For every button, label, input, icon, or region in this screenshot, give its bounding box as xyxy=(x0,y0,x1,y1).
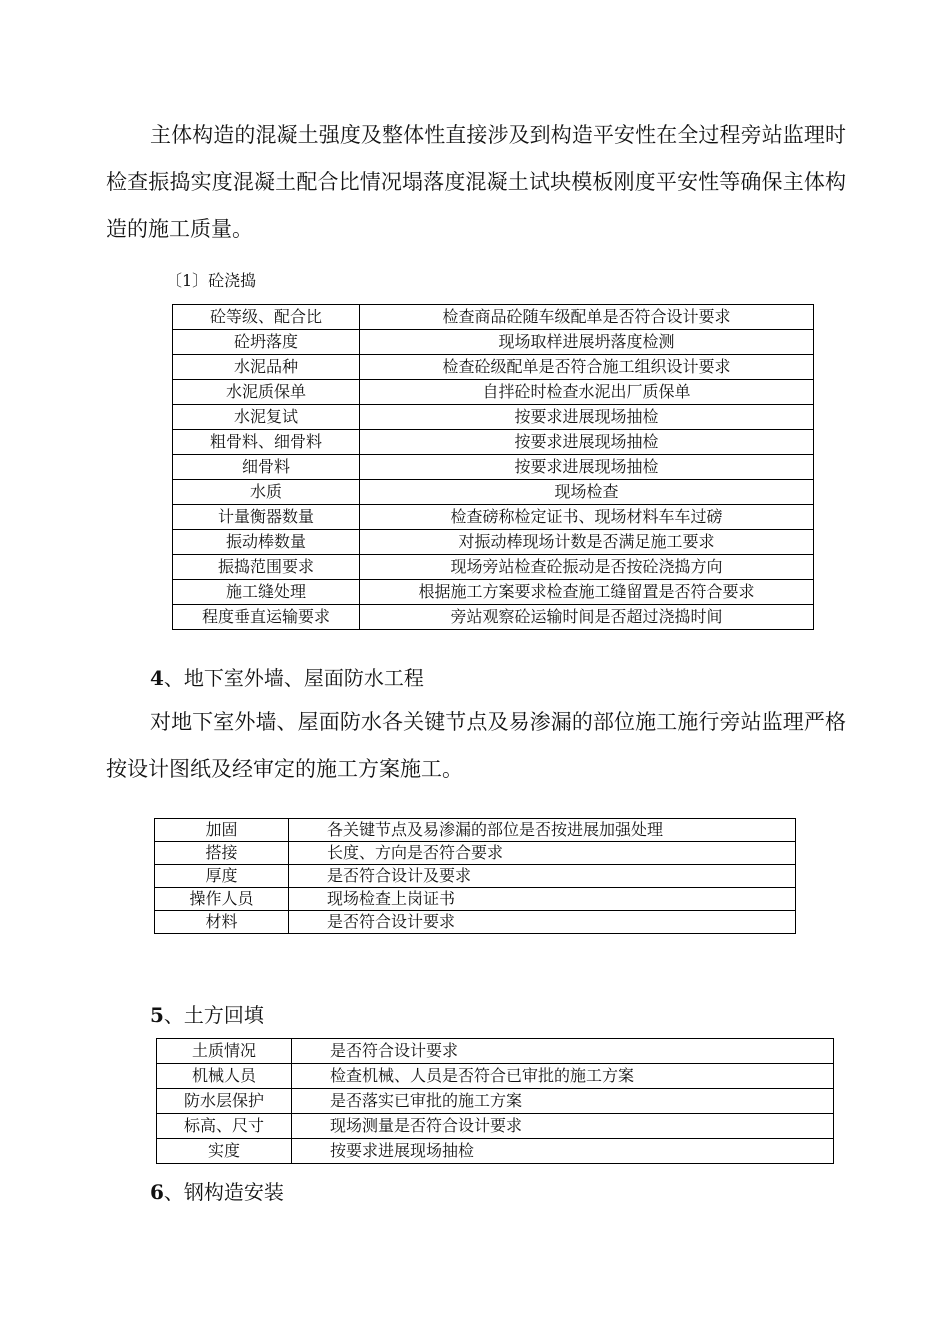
table-row xyxy=(173,505,814,530)
table-row xyxy=(173,405,814,430)
table-row xyxy=(173,430,814,455)
table-row xyxy=(157,1089,834,1114)
item-cell: 实度 xyxy=(157,1139,292,1164)
section-heading-waterproofing xyxy=(150,662,424,691)
section-number: 6 xyxy=(150,1180,164,1204)
item-cell: 厚度 xyxy=(155,865,289,888)
check-cell: 现场旁站检查砼振动是否按砼浇捣方向 xyxy=(360,555,814,580)
check-cell: 是否符合设计要求 xyxy=(292,1039,834,1064)
check-cell: 是否符合设计及要求 xyxy=(289,865,796,888)
check-cell: 各关键节点及易渗漏的部位是否按进展加强处理 xyxy=(289,819,796,842)
check-cell: 根据施工方案要求检查施工缝留置是否符合要求 xyxy=(360,580,814,605)
item-cell: 细骨料 xyxy=(173,455,360,480)
table-row xyxy=(155,911,796,934)
item-cell: 加固 xyxy=(155,819,289,842)
check-cell: 按要求进展现场抽检 xyxy=(360,455,814,480)
section-heading-backfill xyxy=(150,999,264,1028)
table-row xyxy=(155,865,796,888)
table-row xyxy=(173,605,814,630)
item-cell: 水泥复试 xyxy=(173,405,360,430)
table-row xyxy=(157,1139,834,1164)
item-cell: 标高、尺寸 xyxy=(157,1114,292,1139)
item-cell: 程度垂直运输要求 xyxy=(173,605,360,630)
check-cell: 按要求进展现场抽检 xyxy=(360,430,814,455)
check-cell: 是否落实已审批的施工方案 xyxy=(292,1089,834,1114)
item-cell: 搭接 xyxy=(155,842,289,865)
section-title: 、钢构造安装 xyxy=(163,1180,284,1204)
check-cell: 检查商品砼随车级配单是否符合设计要求 xyxy=(360,305,814,330)
item-cell: 振动棒数量 xyxy=(173,530,360,555)
check-cell: 长度、方向是否符合要求 xyxy=(289,842,796,865)
section-number: 4 xyxy=(150,666,164,690)
check-cell: 是否符合设计要求 xyxy=(289,911,796,934)
section-heading-steel-structure xyxy=(150,1176,284,1205)
table-row xyxy=(157,1039,834,1064)
item-cell: 粗骨料、细骨料 xyxy=(173,430,360,455)
item-cell: 砼坍落度 xyxy=(173,330,360,355)
table-row xyxy=(173,305,814,330)
table-row xyxy=(173,580,814,605)
table-row xyxy=(173,530,814,555)
section-title: 、土方回填 xyxy=(163,1003,264,1027)
check-cell: 旁站观察砼运输时间是否超过浇捣时间 xyxy=(360,605,814,630)
waterproof-paragraph: 对地下室外墙、屋面防水各关键节点及易渗漏的部位施工施行旁站监理严格按设计图纸及经审定的施工方案施工。 xyxy=(106,710,846,781)
check-cell: 检查磅称检定证书、现场材料车车过磅 xyxy=(360,505,814,530)
item-cell: 施工缝处理 xyxy=(173,580,360,605)
table-row xyxy=(173,330,814,355)
table-row xyxy=(173,355,814,380)
check-cell: 现场检查 xyxy=(360,480,814,505)
table-row xyxy=(173,480,814,505)
section-number: 5 xyxy=(150,1003,164,1027)
table-row xyxy=(155,819,796,842)
table-row xyxy=(155,888,796,911)
table-row xyxy=(157,1114,834,1139)
item-cell: 材料 xyxy=(155,911,289,934)
check-cell: 检查砼级配单是否符合施工组织设计要求 xyxy=(360,355,814,380)
check-cell: 按要求进展现场抽检 xyxy=(292,1139,834,1164)
check-cell: 自拌砼时检查水泥出厂质保单 xyxy=(360,380,814,405)
table-row xyxy=(157,1064,834,1089)
item-cell: 土质情况 xyxy=(157,1039,292,1064)
check-cell: 现场检查上岗证书 xyxy=(289,888,796,911)
check-cell: 现场取样进展坍落度检测 xyxy=(360,330,814,355)
table-row xyxy=(173,380,814,405)
item-cell: 防水层保护 xyxy=(157,1089,292,1114)
item-cell: 计量衡器数量 xyxy=(173,505,360,530)
item-cell: 操作人员 xyxy=(155,888,289,911)
table-row xyxy=(155,842,796,865)
check-cell: 按要求进展现场抽检 xyxy=(360,405,814,430)
item-cell: 砼等级、配合比 xyxy=(173,305,360,330)
intro-paragraph: 主体构造的混凝土强度及整体性直接涉及到构造平安性在全过程旁站监理时检查振捣实度混凝土配合比情况塌落度混凝土试块模板刚度平安性等确保主体构造的施工质量。 xyxy=(106,123,846,241)
check-cell: 检查机械、人员是否符合已审批的施工方案 xyxy=(292,1064,834,1089)
item-cell: 水泥品种 xyxy=(173,355,360,380)
item-cell: 水泥质保单 xyxy=(173,380,360,405)
concrete-inspection-table xyxy=(172,304,814,630)
waterproof-inspection-table xyxy=(154,818,796,934)
check-cell: 对振动棒现场计数是否满足施工要求 xyxy=(360,530,814,555)
table-row xyxy=(173,455,814,480)
check-cell: 现场测量是否符合设计要求 xyxy=(292,1114,834,1139)
item-cell: 水质 xyxy=(173,480,360,505)
subsection-concrete-pouring: 〔1〕砼浇捣 xyxy=(166,271,257,290)
table-row xyxy=(173,555,814,580)
backfill-inspection-table xyxy=(156,1038,834,1164)
item-cell: 振捣范围要求 xyxy=(173,555,360,580)
section-title: 、地下室外墙、屋面防水工程 xyxy=(163,666,424,690)
item-cell: 机械人员 xyxy=(157,1064,292,1089)
